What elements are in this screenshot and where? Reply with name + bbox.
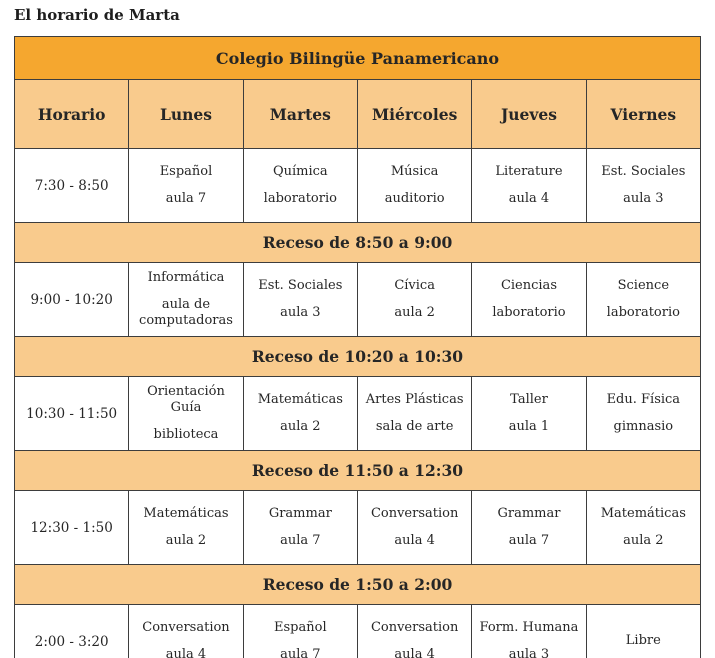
schedule-cell-martes xyxy=(243,605,357,658)
room-name: aula 4 xyxy=(394,533,435,548)
time-cell: 10:30 - 11:50 xyxy=(15,377,129,451)
schedule-body xyxy=(15,149,701,658)
room-name: aula 7 xyxy=(165,191,207,206)
schedule-table xyxy=(14,36,701,658)
room-name: aula 2 xyxy=(165,533,207,548)
schedule-cell-jueves xyxy=(472,263,586,337)
subject-name: Conversation xyxy=(370,619,459,635)
column-header-lunes: Lunes xyxy=(129,80,243,149)
room-name: aula 7 xyxy=(280,533,321,548)
subject-name: Est. Sociales xyxy=(601,163,686,179)
subject-name: Matemáticas xyxy=(143,505,229,521)
schedule-cell-jueves xyxy=(472,149,586,223)
room-name: laboratorio xyxy=(492,305,566,320)
schedule-cell-martes xyxy=(243,149,357,223)
school-name-row xyxy=(15,37,701,80)
class-row xyxy=(15,605,701,658)
schedule-cell-viernes xyxy=(586,605,700,658)
room-name: aula 2 xyxy=(280,419,321,434)
schedule-cell-miercoles xyxy=(357,377,471,451)
subject-name: Conversation xyxy=(370,505,459,521)
schedule-cell-lunes xyxy=(129,605,243,658)
room-name: aula 3 xyxy=(508,647,550,658)
subject-name: Ciencias xyxy=(500,277,557,293)
schedule-cell-lunes xyxy=(129,149,243,223)
subject-name: Cívica xyxy=(394,277,435,293)
room-name: sala de arte xyxy=(375,419,454,434)
schedule-cell-jueves xyxy=(472,377,586,451)
class-row xyxy=(15,149,701,223)
room-name: laboratorio xyxy=(606,305,680,320)
schedule-cell-jueves xyxy=(472,605,586,658)
schedule-cell-jueves xyxy=(472,491,586,565)
schedule-cell-miercoles xyxy=(357,491,471,565)
schedule-cell-viernes xyxy=(586,491,700,565)
room-name: aula 7 xyxy=(280,647,321,658)
column-header-miercoles: Miércoles xyxy=(357,80,471,149)
class-row xyxy=(15,491,701,565)
class-row xyxy=(15,377,701,451)
break-label: Receso de 11:50 a 12:30 xyxy=(15,451,701,491)
room-name: biblioteca xyxy=(153,427,219,443)
column-header-jueves: Jueves xyxy=(472,80,586,149)
schedule-cell-viernes xyxy=(586,149,700,223)
schedule-cell-viernes xyxy=(586,377,700,451)
column-header-viernes: Viernes xyxy=(586,80,700,149)
subject-name: Artes Plásticas xyxy=(365,391,464,407)
break-label: Receso de 8:50 a 9:00 xyxy=(15,223,701,263)
room-name: aula 7 xyxy=(508,533,550,548)
subject-name: Orientación Guía xyxy=(147,383,225,415)
subject-name: Español xyxy=(159,163,213,179)
subject-name: Grammar xyxy=(497,505,561,521)
column-header-horario: Horario xyxy=(15,80,129,149)
room-name: auditorio xyxy=(384,191,445,206)
break-row xyxy=(15,337,701,377)
schedule-cell-martes xyxy=(243,263,357,337)
schedule-cell-miercoles xyxy=(357,605,471,658)
break-row xyxy=(15,451,701,491)
schedule-cell-lunes xyxy=(129,263,243,337)
room-name: aula 3 xyxy=(280,305,321,320)
subject-name: Conversation xyxy=(142,619,230,635)
room-name: aula 4 xyxy=(394,647,435,658)
subject-name: Est. Sociales xyxy=(258,277,343,293)
schedule-cell-lunes xyxy=(129,377,243,451)
subject-name: Grammar xyxy=(268,505,332,521)
room-name: aula 4 xyxy=(165,647,207,658)
subject-name: Música xyxy=(390,163,439,179)
subject-name: Literature xyxy=(495,163,563,179)
break-label: Receso de 1:50 a 2:00 xyxy=(15,565,701,605)
schedule-cell-martes xyxy=(243,377,357,451)
subject-name: Taller xyxy=(510,391,548,407)
break-row xyxy=(15,565,701,605)
day-header-row xyxy=(15,80,701,149)
room-name: aula 2 xyxy=(623,533,664,548)
school-name: Colegio Bilingüe Panamericano xyxy=(15,37,701,80)
subject-name: Science xyxy=(617,277,670,293)
subject-name: Informática xyxy=(147,269,225,285)
subject-name: Libre xyxy=(625,633,661,649)
subject-name: Form. Humana xyxy=(479,619,579,635)
time-cell: 7:30 - 8:50 xyxy=(15,149,129,223)
room-name: aula 1 xyxy=(508,419,550,434)
break-row xyxy=(15,223,701,263)
subject-name: Química xyxy=(272,163,328,179)
room-name: aula 2 xyxy=(394,305,435,320)
room-name: aula 4 xyxy=(508,191,550,206)
break-label: Receso de 10:20 a 10:30 xyxy=(15,337,701,377)
room-name: gimnasio xyxy=(613,419,674,434)
schedule-cell-miercoles xyxy=(357,263,471,337)
room-name: laboratorio xyxy=(263,191,337,206)
schedule-cell-viernes xyxy=(586,263,700,337)
subject-name: Matemáticas xyxy=(600,505,686,521)
time-cell: 12:30 - 1:50 xyxy=(15,491,129,565)
room-name: aula de computadoras xyxy=(139,296,233,329)
time-cell: 2:00 - 3:20 xyxy=(15,605,129,658)
subject-name: Matemáticas xyxy=(257,391,343,407)
subject-name: Edu. Física xyxy=(606,391,681,407)
room-name: aula 3 xyxy=(623,191,664,206)
page-title: El horario de Marta xyxy=(14,6,180,24)
subject-name: Español xyxy=(274,619,327,635)
column-header-martes: Martes xyxy=(243,80,357,149)
schedule-cell-lunes xyxy=(129,491,243,565)
schedule-cell-martes xyxy=(243,491,357,565)
time-cell: 9:00 - 10:20 xyxy=(15,263,129,337)
schedule-cell-miercoles xyxy=(357,149,471,223)
class-row xyxy=(15,263,701,337)
